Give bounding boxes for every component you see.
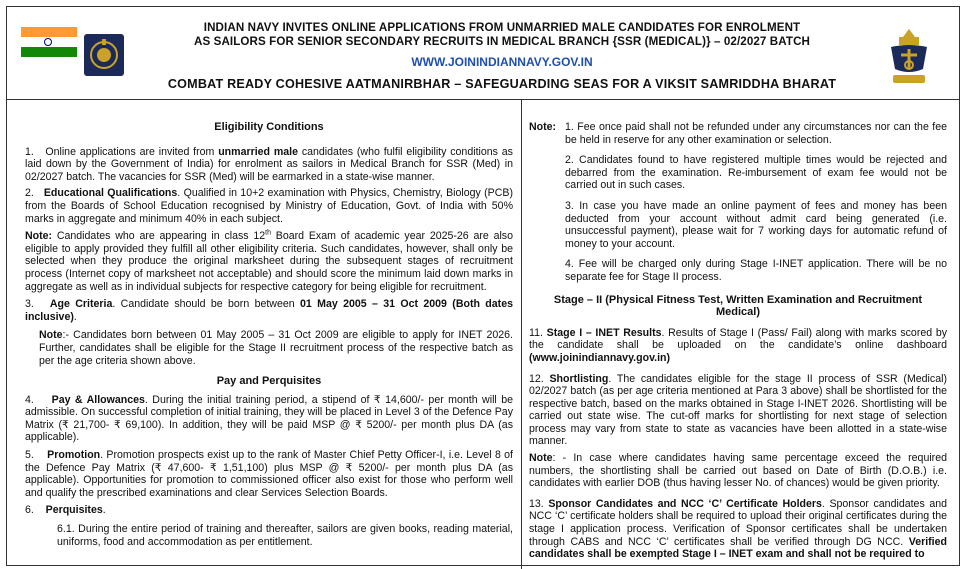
para-12: 12. Shortlisting. The candidates eligible for the stage II process of SSR (Medical) 02/2027 batch (as per age criteria mentioned at Para 3 above) shall be shortlisted for the respective batch, based on the marks obtained in Stage I-INET 2026. Shortlisting will be carried out state wise. The cut-off marks for shortlisting for next stage of selection process may vary from state to state as vacancies have been allotted in a state-wise manner. — [529, 372, 947, 448]
navy-crest-icon — [83, 33, 125, 77]
fee-notes-label: Note: — [529, 121, 557, 133]
para-6: 6. Perquisites. — [25, 504, 106, 517]
notification-header — [7, 7, 959, 100]
header-title-line2: AS SAILORS FOR SENIOR SECONDARY RECRUITS IN MEDICAL BRANCH {SSR (MEDICAL)} – 02/2027 BATCH — [193, 35, 811, 48]
eligibility-title: Eligibility Conditions — [214, 121, 324, 133]
para-6-1: 6.1. During the entire period of training and thereafter, sailors are given books, reading material, uniforms, food and accommodation as per entitlement. — [57, 523, 513, 548]
para-1: 1. Online applications are invited from unmarried male candidates (who fulfil eligibility conditions as laid down by the Government of India) for enrolment as sailors in Medical Branch for SSR (Med) in 02/2027 batch. The vacancies for SSR (Med) will be earmarked in a state-wise manner. — [25, 145, 513, 183]
para-4: 4. Pay & Allowances. During the initial training period, a stipend of ₹ 14,600/- per month will be admissible. On successful completion of initial training, they will be placed in Level 3 of the Defence Pay Matrix (₹ 21,700- ₹ 69,100). In addition, they will be paid MSP @ ₹ 5200/- per month plus DA (as applicable). — [25, 393, 513, 444]
fee-notes — [529, 121, 947, 284]
dashboard-link[interactable]: (www.joinindiannavy.gov.in) — [529, 351, 671, 364]
column-divider — [521, 99, 522, 569]
para-13: 13. Sponsor Candidates and NCC ‘C’ Certificate Holders. Sponsor candidates and NCC ‘C’ certificate holders shall be required to upload their original certificates during the stage I application process. Verification of Sponsor certificates shall be undertaken through CABS and NCC ‘C’ certificates shall be verified through DG NCC. Verified candidates shall be exempted Stage I – INET exam and shall not be required to — [529, 497, 948, 561]
para-3: 3. Age Criteria. Candidate should be born between 01 May 2005 – 31 Oct 2009 (Both dates inclusive). — [25, 298, 513, 323]
header-title-line1: INDIAN NAVY INVITES ONLINE APPLICATIONS FROM UNMARRIED MALE CANDIDATES FOR ENROLMENT — [203, 21, 801, 34]
fee-note-item: 2. Candidates found to have registered multiple times would be rejected and debarred from the examination. Re-imbursement of exam fee would not be carried out in such cases. — [565, 154, 947, 192]
para-5: 5. Promotion. Promotion prospects exist up to the rank of Master Chief Petty Officer-I, i.e. Level 8 of the Defence Pay Matrix (₹ 47,600- ₹ 1,51,100) plus MSP @ ₹ 5200/- per month plus DA (as applicable). Opportunities for promotion to commissioned officer also exist for those who perform well and qualify the prescribed examinations and clear Services Selection Boards. — [25, 449, 513, 499]
header-slogan: COMBAT READY COHESIVE AATMANIRBHAR – SAFEGUARDING SEAS FOR A VIKSIT SAMRIDDHA BHARAT — [167, 77, 837, 91]
left-column — [25, 99, 513, 548]
stage2-title: Stage – II (Physical Fitness Test, Written Examination and Recruitment Medical) — [553, 293, 923, 319]
indian-flag-icon — [21, 27, 77, 57]
fee-note-item: 3. In case you have made an online payment of fees and money has been deducted from your account without admit card being generated (i.e. unsuccessful payment), please wait for 7 working days for automatic refund of money to your account. — [565, 199, 947, 250]
pay-title: Pay and Perquisites — [216, 375, 322, 388]
para-2: 2. Educational Qualifications. Qualified in 10+2 examination with Physics, Chemistry, Biology (PCB) from the Boards of School Education recognised by Ministry of Education, Govt. of India with 50% marks in aggregate and minimum 40% in each subject. — [25, 187, 513, 225]
notification-page — [6, 6, 960, 566]
note-age: Note:- Candidates born between 01 May 2005 – 31 Oct 2009 are eligible to apply for INET 2026. Further, candidates shall be eligible for the Stage II recruitment process of the respective batch as per the age criteria shown above. — [39, 329, 513, 367]
right-column — [529, 99, 947, 561]
fee-note-item: 4. Fee will be charged only during Stage I-INET application. There will be no separate fee for Stage II process. — [565, 258, 947, 283]
fee-note-item: 1. Fee once paid shall not be refunded under any circumstances nor can the fee be held in reserve for any other examination or selection. — [565, 121, 947, 146]
note-shortlisting: Note: - In case where candidates having same percentage exceed the required numbers, the shortlisting shall be carried out based on Date of Birth (D.O.B.) i.e. candidates with earlier DOB (thus having lesser No. of chances) would be given priority. — [529, 452, 947, 490]
para-11: 11. Stage I – INET Results. Results of Stage I (Pass/ Fail) along with marks scored by the candidate shall be uploaded on the candidate’s online dashboard (www.joinindiannavy.gov.in) — [529, 326, 948, 364]
header-website-url[interactable]: WWW.JOININDIANNAVY.GOV.IN — [411, 55, 593, 69]
note-class12: Note: Candidates who are appearing in class 12th Board Exam of academic year 2025-26 are also eligible to apply provided they fulfill all other eligibility criteria. Such candidates, however, shall only be selected when they produce the original marksheet during the subsequent stages of recruitment process (Internet copy of marksheet not acceptable) and should score the minimum laid down marks in aggregate as well as in individual subjects for respective category for being eligible for recruitment. — [25, 229, 513, 293]
navy-emblem-icon — [881, 25, 937, 87]
